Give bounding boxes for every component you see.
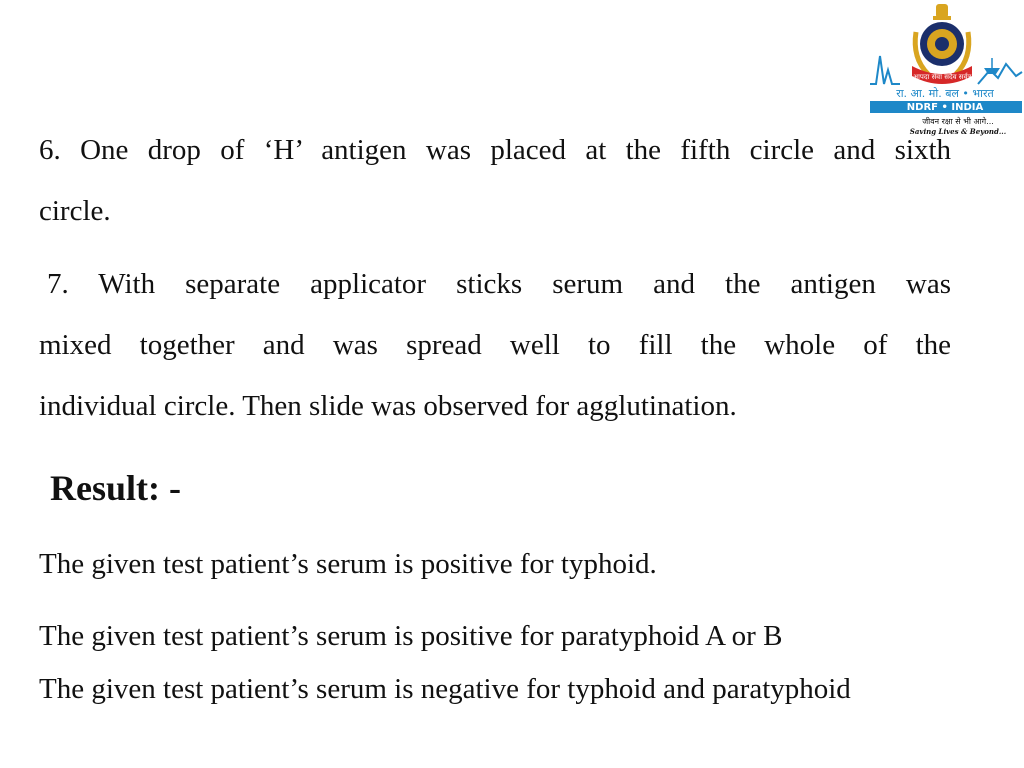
logo-motto: Saving Lives & Beyond...: [909, 127, 1007, 136]
step-7-line-3: individual circle. Then slide was observed for agglutination.: [39, 390, 737, 422]
step-6-line-1: 6. One drop of ‘H’ antigen was placed at the fifth circle and sixth: [39, 134, 951, 166]
step-6-paragraph: [39, 120, 951, 242]
ndrf-emblem-icon: [866, 0, 1024, 140]
step-7-line-1: 7. With separate applicator sticks serum and the antigen was: [47, 268, 951, 300]
step-6-line-2: circle.: [39, 195, 111, 227]
result-item-typhoid-positive: The given test patient’s serum is positive for typhoid.: [39, 548, 657, 580]
ndrf-logo: [866, 0, 1024, 140]
result-item-paratyphoid-positive: The given test patient’s serum is positive for paratyphoid A or B: [39, 620, 783, 652]
logo-hindi-motto: जीवन रक्षा से भी आगे...: [922, 117, 994, 126]
logo-hindi-name: रा. आ. मो. बल • भारत: [896, 87, 994, 100]
logo-ribbon-text: आपदा सेवा सदैव सर्वत्र: [912, 73, 972, 81]
result-heading: Result: -: [50, 468, 181, 508]
step-7-paragraph: [39, 254, 951, 437]
step-7-line-2: mixed together and was spread well to fill the whole of the: [39, 329, 951, 361]
logo-name: NDRF • INDIA: [906, 102, 984, 113]
result-item-negative: The given test patient’s serum is negative for typhoid and paratyphoid: [39, 673, 851, 705]
